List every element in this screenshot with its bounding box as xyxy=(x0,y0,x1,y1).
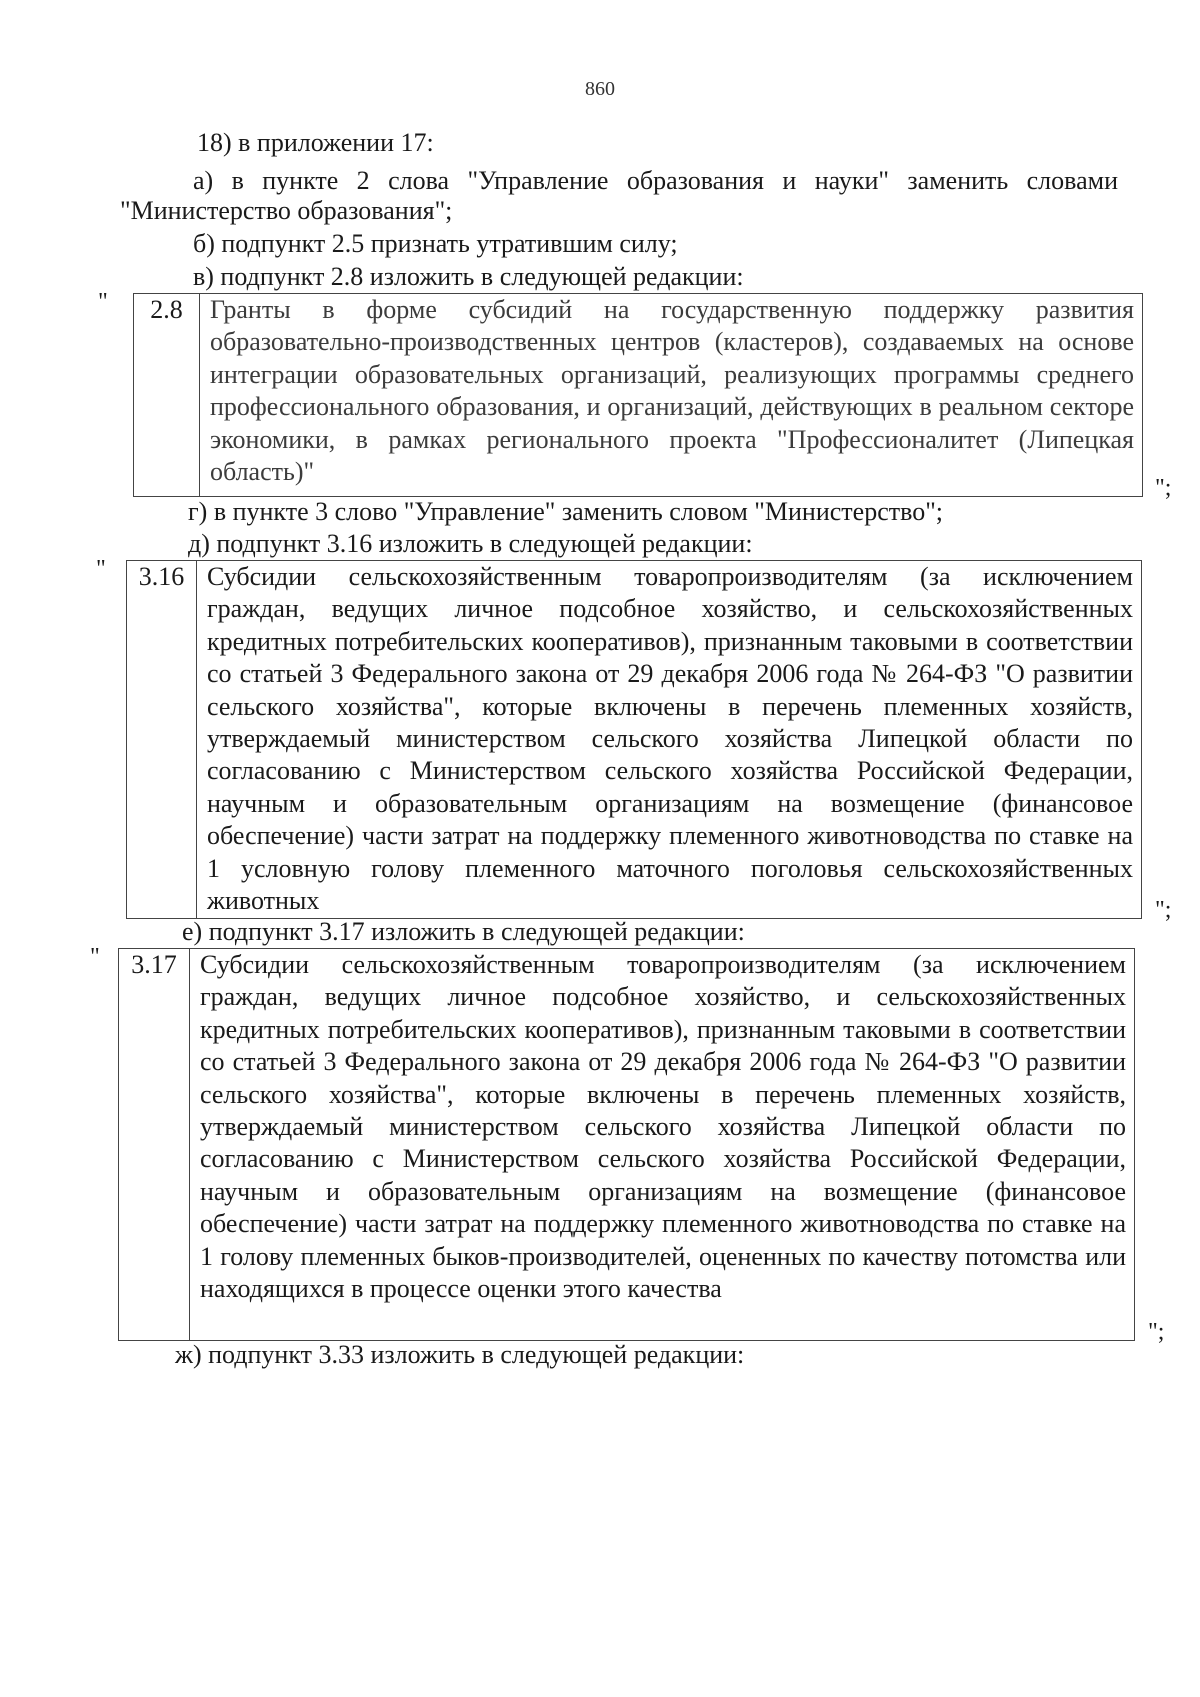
amendment-block-3-17 xyxy=(118,948,1135,1341)
block-text-3-17: Субсидии сельскохозяйственным товаропроизводителям (за исключением граждан, ведущих личное подсобное хозяйство, и сельскохозяйственных кредитных потребительских кооперативов), признанным таковыми в соответствии со статьей 3 Федерального закона от 29 декабря 2006 года № 264-ФЗ "О развитии сельского хозяйства", которые включены в перечень племенных хозяйств, утверждаемый министерством сельского хозяйства Липецкой области по согласованию с Министерством сельского хозяйства Российской Федерации, научным и образовательным организациям на возмещение (финансовое обеспечение) части затрат на поддержку племенного животноводства по ставке на 1 голову племенных быков-производителей, оцененных по качеству потомства или находящихся в процессе оценки этого качества xyxy=(200,950,1126,1304)
item-18-heading: 18) в приложении 17: xyxy=(197,128,434,157)
item-e: е) подпункт 3.17 изложить в следующей редакции: xyxy=(182,917,745,946)
block-number-3-16: 3.16 xyxy=(127,561,197,918)
quote-open-3-16: " xyxy=(96,556,106,582)
item-a-line-1: а) в пункте 2 слова "Управление образования и науки" заменить словами xyxy=(193,166,1118,195)
quote-open-3-17: " xyxy=(90,944,100,970)
item-d: д) подпункт 3.16 изложить в следующей редакции: xyxy=(188,529,753,558)
block-number-2-8: 2.8 xyxy=(134,294,200,496)
item-v: в) подпункт 2.8 изложить в следующей редакции: xyxy=(193,262,744,291)
quote-close-3-16: "; xyxy=(1155,897,1172,923)
block-text-3-16: Субсидии сельскохозяйственным товаропроизводителям (за исключением граждан, ведущих личное подсобное хозяйство, и сельскохозяйственных кредитных потребительских кооперативов), признанным таковыми в соответствии со статьей 3 Федерального закона от 29 декабря 2006 года № 264-ФЗ "О развитии сельского хозяйства", которые включены в перечень племенных хозяйств, утверждаемый министерством сельского хозяйства Липецкой области по согласованию с Министерством сельского хозяйства Российской Федерации, научным и образовательным организациям на возмещение (финансовое обеспечение) части затрат на поддержку племенного животноводства по ставке на 1 условную голову племенного маточного поголовья сельскохозяйственных животных xyxy=(207,562,1133,916)
block-number-3-17: 3.17 xyxy=(119,949,190,1340)
amendment-block-3-16 xyxy=(126,560,1142,919)
amendment-block-2-8 xyxy=(133,293,1143,497)
quote-open-2-8: " xyxy=(98,289,108,315)
quote-close-3-17: "; xyxy=(1148,1319,1165,1345)
quote-close-2-8: "; xyxy=(1155,475,1172,501)
item-g: г) в пункте 3 слово "Управление" заменить словом "Министерство"; xyxy=(188,497,944,526)
item-a-line-2: "Министерство образования"; xyxy=(120,196,453,225)
page-number: 860 xyxy=(585,78,615,100)
block-text-2-8: Гранты в форме субсидий на государственную поддержку развития образовательно-производственных центров (кластеров), создаваемых на основе интеграции образовательных организаций, реализующих программы среднего профессионального образования, и организаций, действующих в реальном секторе экономики, в рамках регионального проекта "Профессионалитет (Липецкая область)" xyxy=(210,295,1134,487)
item-zh: ж) подпункт 3.33 изложить в следующей редакции: xyxy=(175,1340,745,1369)
item-b: б) подпункт 2.5 признать утратившим силу; xyxy=(193,229,678,258)
